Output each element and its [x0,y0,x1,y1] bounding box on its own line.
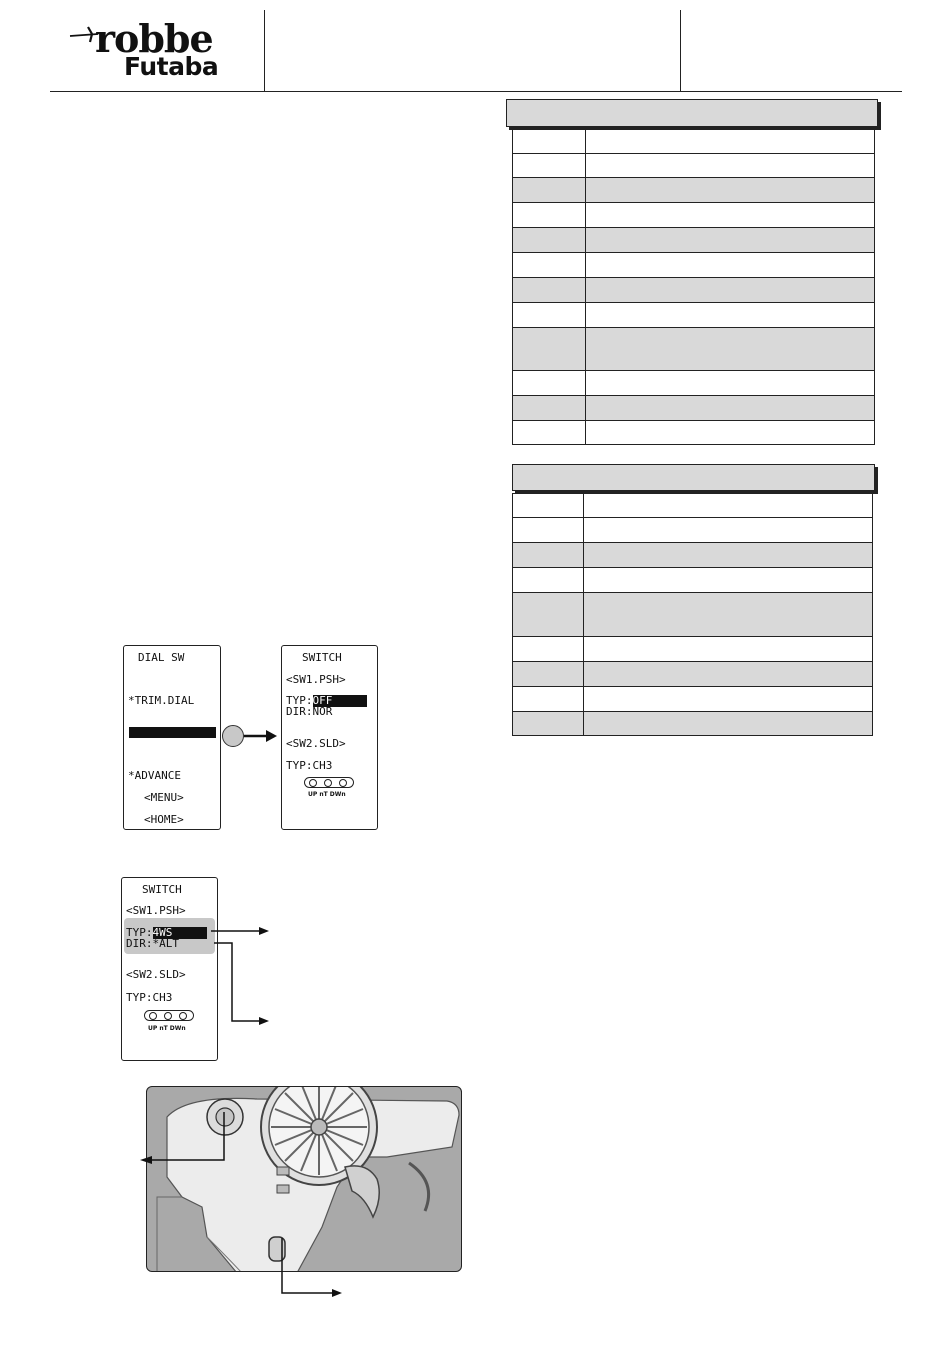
lcd-title: SWITCH [142,883,182,896]
header-divider-left [264,10,265,92]
lcd-title: SWITCH [302,651,342,664]
typ-value-selected: 4WS [153,927,207,939]
table-row [512,202,875,228]
table-row [512,711,873,736]
typ-value-selected: OFF [313,695,367,707]
menu-item-home: <HOME> [144,813,184,826]
switch-position-up [149,1012,157,1020]
table-row [512,661,873,687]
sw1-label: <SW1.PSH> [286,673,346,686]
switch-position-neutral [324,779,332,787]
switch-position-up [309,779,317,787]
callout-arrow-bottom [276,1236,346,1302]
typ2-row: TYP:CH3 [126,991,173,1004]
table-row [512,252,875,278]
table-row [512,153,875,178]
switch-position-down [179,1012,187,1020]
slide-switch-icon [144,1010,194,1021]
callout-arrows [205,920,270,1030]
switch-position-labels: UP nT DWn [148,1025,186,1032]
dir-row: DIR:*ALT [126,937,179,950]
table-row [512,302,875,328]
menu-item-trim-dial: *TRIM.DIAL [128,694,195,707]
table-1-header [506,99,878,127]
slide-switch-icon [304,777,354,788]
table-row [512,592,873,637]
lcd-switch-default [281,645,378,830]
typ-row: TYP:4WS [126,927,207,939]
table-2-header [512,464,875,491]
menu-item-advance: *ADVANCE [128,769,181,782]
table-row [512,395,875,421]
menu-item-menu: <MENU> [144,791,184,804]
header-rule [50,91,902,92]
sw2-label: <SW2.SLD> [126,968,186,981]
table-row [512,177,875,203]
sw1-label: <SW1.PSH> [126,904,186,917]
table-row [512,567,873,593]
cursor-right-icon [200,741,205,749]
table-row [512,517,873,543]
table-row [512,636,873,662]
menu-item-switch-selected: SWITCH [129,727,216,738]
sw2-label: <SW2.SLD> [286,737,346,750]
table-row [512,420,875,445]
callout-arrow-left [138,1110,230,1170]
logo-futaba: Futaba [124,52,219,81]
table-row [512,129,875,154]
table-row [512,227,875,253]
switch-position-labels: UP nT DWn [308,791,346,798]
typ-row: TYP:OFF [286,695,367,707]
lcd-title: DIAL SW [138,651,185,664]
table-row [512,686,873,712]
dir-row: DIR:NOR [286,705,333,718]
table-row [512,493,873,518]
table-row [512,327,875,371]
lcd-switch-4ws [121,877,218,1061]
header-divider-right [680,10,681,92]
switch-position-neutral [164,1012,172,1020]
typ2-row: TYP:CH3 [286,759,333,772]
table-row [512,542,873,568]
dial-button-icon [222,725,244,747]
logo-robbe: robbe [95,16,213,61]
lcd-dial-sw-menu [123,645,221,830]
table-row [512,370,875,396]
switch-position-down [339,779,347,787]
arrow-right-icon [244,729,278,743]
table-row [512,277,875,303]
